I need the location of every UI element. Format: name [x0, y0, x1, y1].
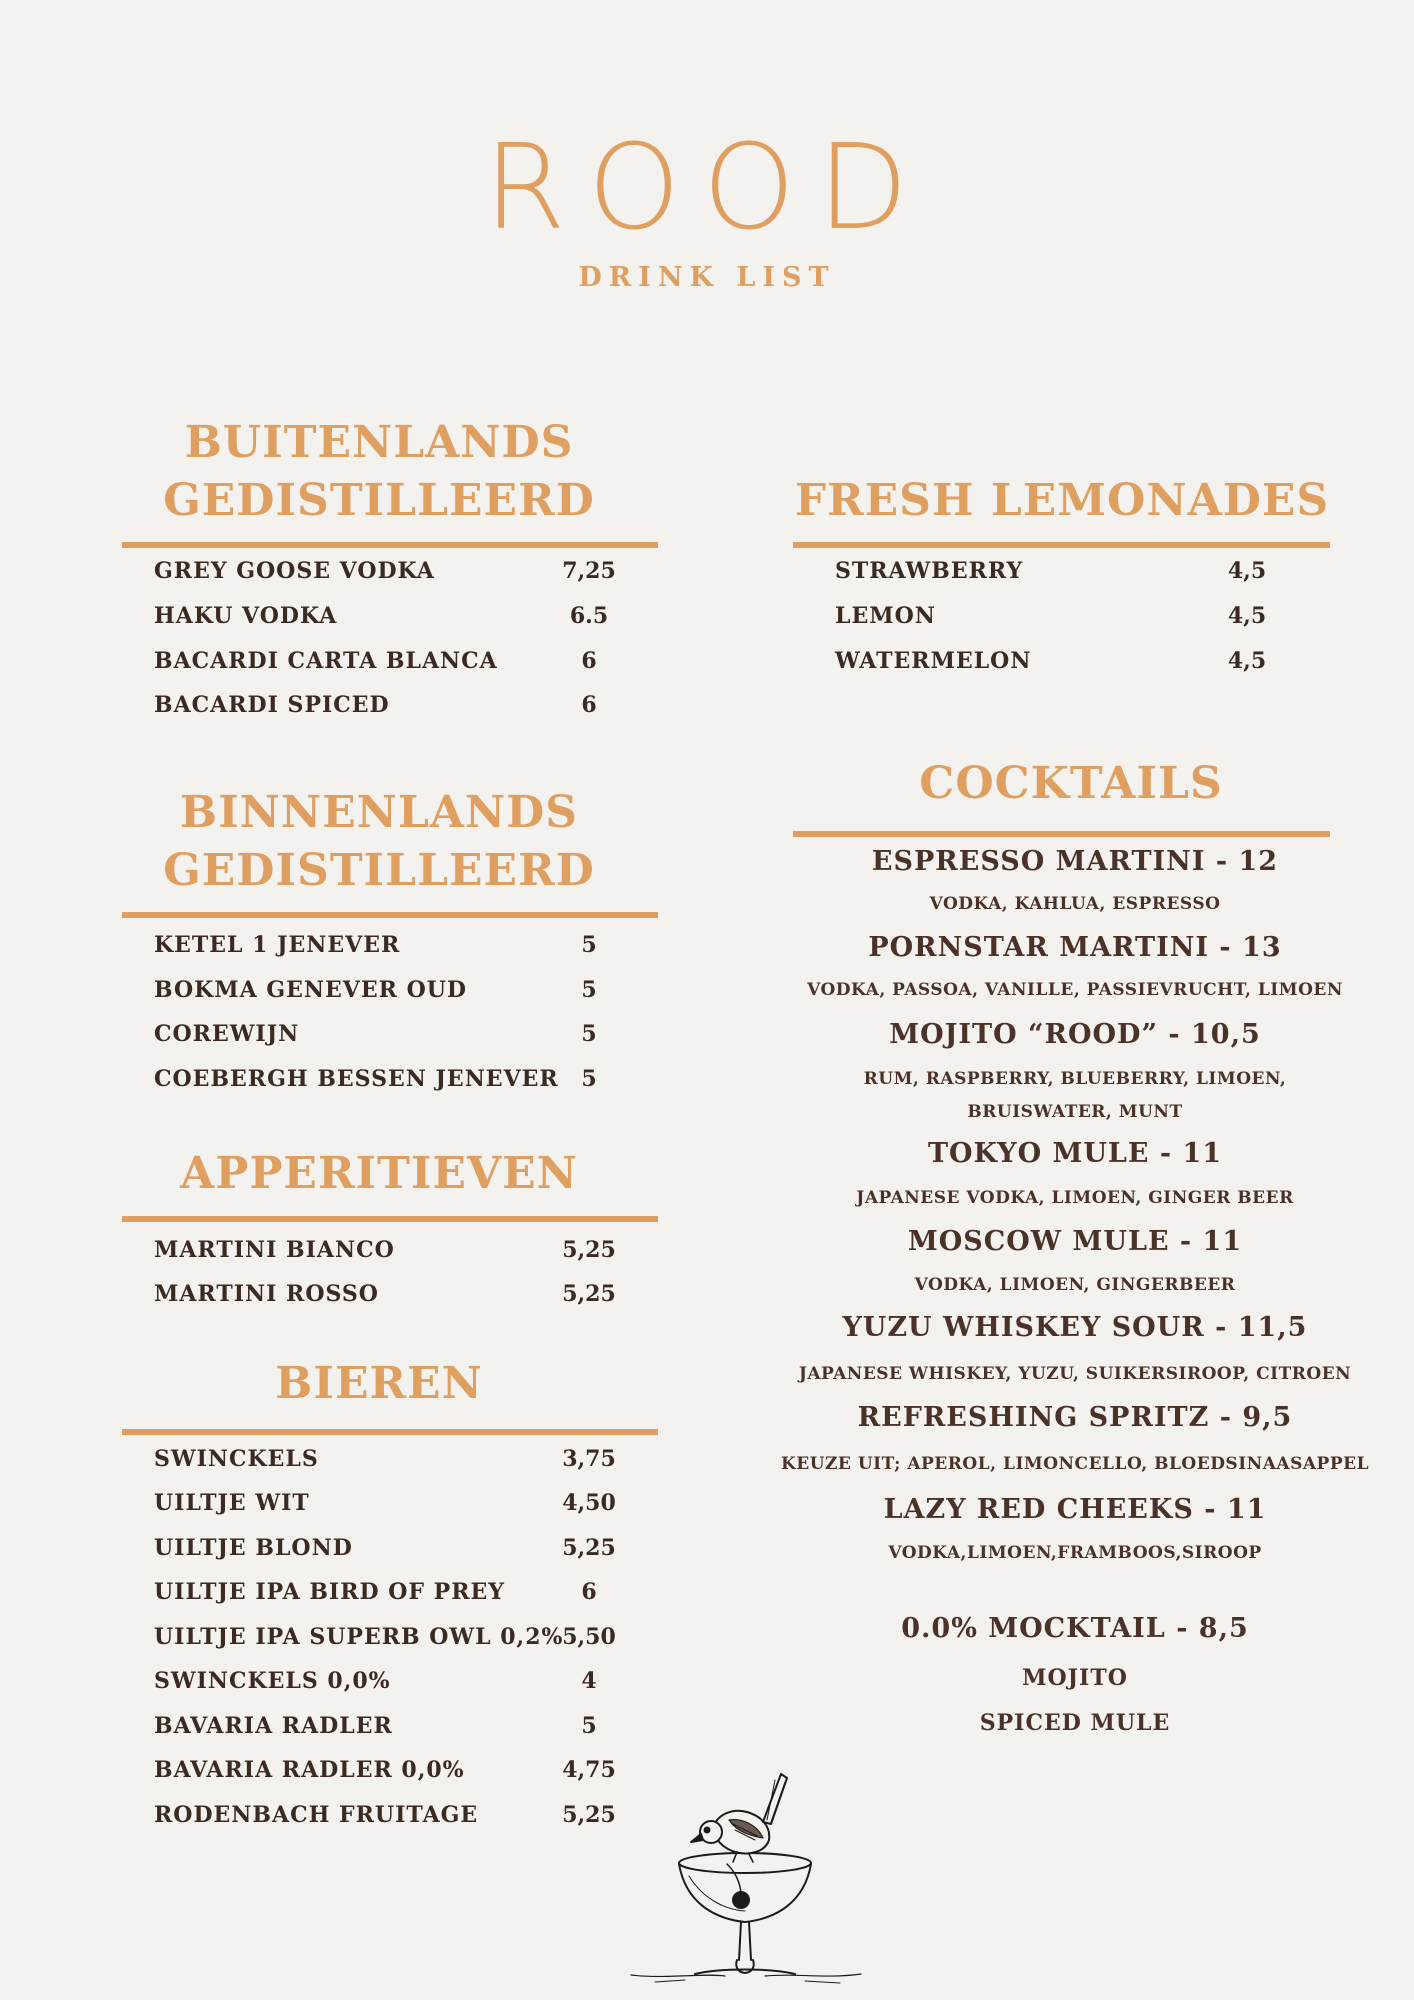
section-heading-apperitieven: APPERITIEVEN — [180, 1148, 578, 1199]
drink-price: 4,50 — [562, 1490, 616, 1516]
drink-name: COEBERGH BESSEN JENEVER — [154, 1066, 559, 1092]
drink-name: UILTJE IPA BIRD OF PREY — [154, 1579, 505, 1605]
drink-price: 4 — [581, 1668, 597, 1694]
heading-line-1: BINNENLANDS — [179, 787, 579, 838]
cocktail-ingredients: JAPANESE WHISKEY, YUZU, SUIKERSIROOP, CITROEN — [798, 1364, 1352, 1384]
cocktail-ingredients: VODKA, KAHLUA, ESPRESSO — [929, 894, 1221, 914]
drink-name: MARTINI ROSSO — [154, 1281, 379, 1307]
cocktail-name: PORNSTAR MARTINI - 13 — [868, 932, 1282, 963]
menu-title: ROOD — [483, 118, 931, 256]
cocktail-name: TOKYO MULE - 11 — [927, 1138, 1223, 1169]
section-divider — [793, 831, 1330, 837]
drink-price: 5 — [581, 932, 597, 958]
drink-price: 5 — [581, 1713, 597, 1739]
mocktail-item: SPICED MULE — [979, 1710, 1171, 1736]
section-divider — [793, 542, 1330, 548]
drink-name: STRAWBERRY — [835, 558, 1024, 584]
drink-price: 5,50 — [562, 1624, 616, 1650]
heading-line-2: GEDISTILLEERD — [163, 475, 595, 526]
drink-price: 5 — [581, 977, 597, 1003]
cocktail-name: MOJITO “ROOD” - 10,5 — [889, 1019, 1261, 1050]
section-heading-binnenlands — [122, 784, 636, 900]
section-divider — [122, 912, 658, 918]
cocktail-ingredients: VODKA, PASSOA, VANILLE, PASSIEVRUCHT, LIMOEN — [807, 980, 1343, 1000]
cocktail-ingredients: VODKA, LIMOEN, GINGERBEER — [914, 1275, 1236, 1295]
drink-price: 6 — [581, 1579, 597, 1605]
drink-name: UILTJE BLOND — [154, 1535, 353, 1561]
drink-name: BAVARIA RADLER — [154, 1713, 393, 1739]
drink-price: 5 — [581, 1021, 597, 1047]
drink-price: 6 — [581, 648, 597, 674]
mocktail-item: MOJITO — [1022, 1665, 1128, 1691]
drink-price: 5 — [581, 1066, 597, 1092]
cocktail-name: YUZU WHISKEY SOUR - 11,5 — [842, 1312, 1308, 1343]
drink-price: 5,25 — [562, 1535, 616, 1561]
drink-price: 5,25 — [562, 1802, 616, 1828]
cocktail-ingredients: JAPANESE VODKA, LIMOEN, GINGER BEER — [856, 1188, 1294, 1208]
heading-line-2: GEDISTILLEERD — [163, 845, 595, 896]
section-heading-bieren: BIEREN — [275, 1358, 483, 1409]
drink-name: COREWIJN — [154, 1021, 300, 1047]
drink-name: BACARDI CARTA BLANCA — [154, 648, 498, 674]
drink-price: 7,25 — [562, 558, 616, 584]
section-heading-buitenlands — [122, 414, 636, 530]
cocktail-name: ESPRESSO MARTINI - 12 — [871, 846, 1279, 877]
drink-name: BOKMA GENEVER OUD — [154, 977, 468, 1003]
drink-name: LEMON — [835, 603, 936, 629]
drink-name: HAKU VODKA — [154, 603, 338, 629]
drink-price: 4,5 — [1227, 558, 1267, 584]
drink-name: SWINCKELS 0,0% — [154, 1668, 391, 1694]
drink-name: UILTJE WIT — [154, 1490, 310, 1516]
cocktail-name: LAZY RED CHEEKS - 11 — [883, 1494, 1267, 1525]
drink-price: 4,75 — [562, 1757, 616, 1783]
drink-name: UILTJE IPA SUPERB OWL 0,2% — [154, 1624, 564, 1650]
drink-name: BACARDI SPICED — [154, 692, 390, 718]
drink-price: 5,25 — [562, 1281, 616, 1307]
section-divider — [122, 542, 658, 548]
drink-price: 6 — [581, 692, 597, 718]
section-divider — [122, 1216, 658, 1222]
drink-price: 4,5 — [1227, 648, 1267, 674]
menu-subtitle: DRINK LIST — [578, 262, 836, 293]
drink-price: 3,75 — [562, 1446, 616, 1472]
drink-price: 6.5 — [569, 603, 609, 629]
drink-name: RODENBACH FRUITAGE — [154, 1802, 479, 1828]
drink-name: SWINCKELS — [154, 1446, 319, 1472]
drink-price: 4,5 — [1227, 603, 1267, 629]
cocktail-ingredients: BRUISWATER, MUNT — [967, 1102, 1183, 1122]
cocktail-ingredients: VODKA,LIMOEN,FRAMBOOS,SIROOP — [888, 1543, 1262, 1563]
bird-on-cocktail-glass-icon — [625, 1760, 865, 1990]
drink-price: 5,25 — [562, 1237, 616, 1263]
drink-name: BAVARIA RADLER 0,0% — [154, 1757, 465, 1783]
cocktail-ingredients: KEUZE UIT; APEROL, LIMONCELLO, BLOEDSINAASAPPEL — [780, 1454, 1370, 1474]
drink-name: KETEL 1 JENEVER — [154, 932, 401, 958]
mocktail-heading: 0.0% MOCKTAIL - 8,5 — [901, 1613, 1249, 1644]
section-heading-cocktails: COCKTAILS — [919, 758, 1223, 809]
section-divider — [122, 1429, 658, 1435]
section-heading-lemonades: FRESH LEMONADES — [794, 475, 1330, 526]
cocktail-name: MOSCOW MULE - 11 — [907, 1226, 1243, 1257]
cocktail-name: REFRESHING SPRITZ - 9,5 — [857, 1402, 1293, 1433]
heading-line-1: BUITENLANDS — [184, 417, 574, 468]
drink-name: GREY GOOSE VODKA — [154, 558, 435, 584]
drink-name: WATERMELON — [835, 648, 1032, 674]
cocktail-ingredients: RUM, RASPBERRY, BLUEBERRY, LIMOEN, — [863, 1069, 1287, 1089]
drink-name: MARTINI BIANCO — [154, 1237, 395, 1263]
